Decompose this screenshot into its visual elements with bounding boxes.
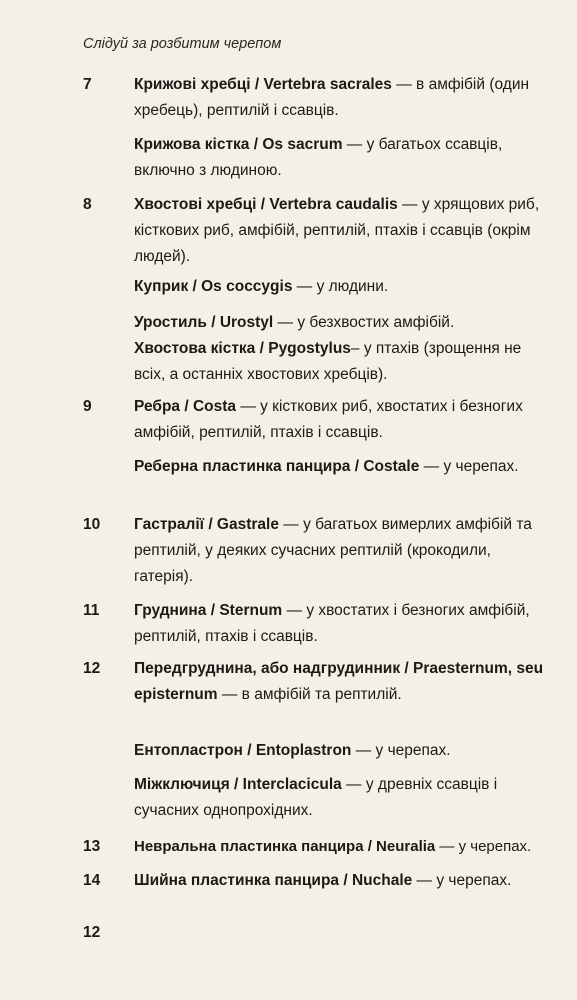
- entry-number: 9: [83, 398, 92, 415]
- entry-item: [134, 192, 554, 270]
- page-number: 12: [83, 924, 101, 941]
- entry-term: Крижова кістка / Os sacrum: [134, 136, 343, 153]
- entry-desc: — в амфібій та рептилій.: [217, 686, 402, 703]
- entry-term: Шийна пластинка панцира / Nuchale: [134, 872, 413, 889]
- entry-desc: — у черепах.: [412, 872, 512, 889]
- entry-item: [134, 132, 554, 184]
- entry-item: [134, 310, 554, 336]
- entry-item: [134, 656, 554, 708]
- entry-number: 8: [83, 196, 92, 213]
- entry-item: [134, 868, 564, 894]
- entry-term: Хвостові хребці / Vertebra caudalis: [134, 196, 398, 213]
- entry-item: [134, 512, 554, 590]
- entry-desc: — у безхвостих амфібій.: [273, 314, 455, 331]
- entry-number: 12: [83, 660, 101, 677]
- entry-term: Ентопластрон / Entoplastron: [134, 742, 352, 759]
- entry-desc: — у кісткових риб, хвостатих і безногих амфібій, рептилій, птахів і ссавців.: [134, 398, 523, 441]
- entry-desc: — у черепах.: [351, 742, 451, 759]
- entry-item: [134, 834, 564, 860]
- entry-desc: — у багатьох вимерлих амфібій та рептилій, у деяких сучасних рептилій (крокодили, гатерія).: [134, 516, 532, 585]
- entry-item: [134, 738, 554, 764]
- entry-term: Уростиль / Urostyl: [134, 314, 274, 331]
- entry-term: Передгруднина, або надгрудинник / Praesternum, seu episternum: [134, 660, 544, 703]
- entry-desc: — у хрящових риб, кісткових риб, амфібій, рептилій, птахів і ссавців (окрім людей).: [134, 196, 540, 265]
- entry-item: [134, 454, 554, 480]
- entry-desc: — у черепах.: [435, 838, 532, 855]
- entry-desc: — у древніх ссавців і сучасних однопрохідних.: [134, 776, 498, 819]
- entry-desc: — в амфібій (один хребець), рептилій і ссавців.: [134, 76, 530, 119]
- entry-item: [134, 336, 554, 388]
- entry-desc: – у птахів (зрощення не всіх, а останніх хвостових хребців).: [134, 340, 522, 383]
- entry-term: Хвостова кістка / Pygostylus: [134, 340, 351, 357]
- entry-desc: — у хвостатих і безногих амфібій, рептилій, птахів і ссавців.: [134, 602, 530, 645]
- entry-desc: — у багатьох ссавців, включно з людиною.: [134, 136, 503, 179]
- entry-number: 10: [83, 516, 101, 533]
- entry-term: Ребра / Costa: [134, 398, 237, 415]
- entry-term: Крижові хребці / Vertebra sacrales: [134, 76, 392, 93]
- entry-term: Груднина / Sternum: [134, 602, 283, 619]
- entry-item: [134, 72, 554, 124]
- entry-number: 11: [83, 602, 100, 619]
- entry-number: 14: [83, 872, 101, 889]
- entry-term: Гастралії / Gastrale: [134, 516, 279, 533]
- entry-item: [134, 598, 554, 650]
- entry-item: [134, 274, 554, 300]
- entry-term: Куприк / Os coccygis: [134, 278, 293, 295]
- entry-number: 13: [83, 838, 101, 855]
- entry-term: Реберна пластинка панцира / Costale: [134, 458, 420, 475]
- entry-item: [134, 772, 554, 824]
- entry-number: 7: [83, 76, 92, 93]
- entry-item: [134, 394, 554, 446]
- entry-desc: — у людини.: [292, 278, 389, 295]
- entry-term: Міжключиця / Interclacicula: [134, 776, 342, 793]
- entry-desc: — у черепах.: [419, 458, 519, 475]
- running-head: Слідуй за розбитим черепом: [83, 36, 282, 52]
- entry-term: Невральна пластинка панцира / Neuralia: [134, 838, 436, 855]
